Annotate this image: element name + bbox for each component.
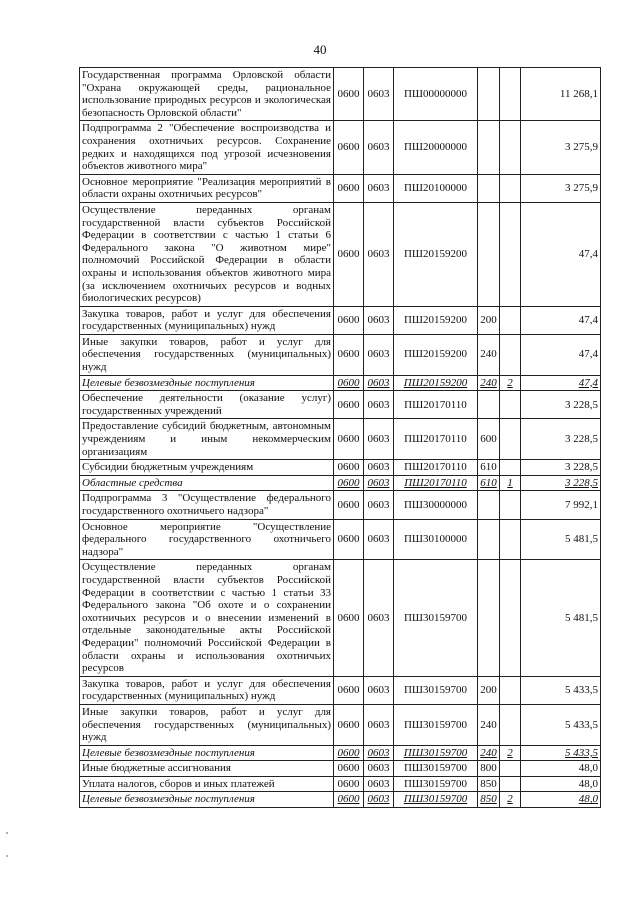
section-code-cell: 0600 bbox=[334, 704, 364, 745]
subsection-code-cell: 0603 bbox=[364, 174, 394, 202]
row-name-cell: Основное мероприятие "Реализация мероприятий в области охраны охотничьих ресурсов" bbox=[80, 174, 334, 202]
expense-type-cell: 200 bbox=[478, 306, 500, 334]
row-name-cell: Обеспечение деятельности (оказание услуг) государственных учреждений bbox=[80, 391, 334, 419]
target-article-cell: ПШ30100000 bbox=[394, 519, 478, 560]
subsection-code-cell: 0603 bbox=[364, 68, 394, 121]
section-code-cell: 0600 bbox=[334, 491, 364, 519]
table-row bbox=[80, 419, 601, 460]
expense-type-cell bbox=[478, 174, 500, 202]
section-code-cell: 0600 bbox=[334, 745, 364, 761]
funding-source-cell bbox=[500, 776, 521, 792]
funding-source-cell bbox=[500, 676, 521, 704]
target-article-cell: ПШ30159700 bbox=[394, 792, 478, 808]
funding-source-cell: 1 bbox=[500, 475, 521, 491]
expense-type-cell bbox=[478, 491, 500, 519]
table-row bbox=[80, 306, 601, 334]
target-article-cell: ПШ30159700 bbox=[394, 745, 478, 761]
amount-cell: 3 228,5 bbox=[521, 460, 601, 476]
amount-cell: 47,4 bbox=[521, 202, 601, 306]
scan-speck bbox=[6, 855, 8, 857]
expense-type-cell: 240 bbox=[478, 375, 500, 391]
expense-type-cell: 850 bbox=[478, 792, 500, 808]
table-row bbox=[80, 121, 601, 174]
section-code-cell: 0600 bbox=[334, 202, 364, 306]
subsection-code-cell: 0603 bbox=[364, 704, 394, 745]
amount-cell: 47,4 bbox=[521, 334, 601, 375]
section-code-cell: 0600 bbox=[334, 676, 364, 704]
funding-source-cell bbox=[500, 460, 521, 476]
funding-source-cell bbox=[500, 202, 521, 306]
target-article-cell: ПШ30000000 bbox=[394, 491, 478, 519]
funding-source-cell bbox=[500, 334, 521, 375]
section-code-cell: 0600 bbox=[334, 475, 364, 491]
row-name-cell: Иные закупки товаров, работ и услуг для обеспечения государственных (муниципальных) нужд bbox=[80, 334, 334, 375]
section-code-cell: 0600 bbox=[334, 761, 364, 777]
expense-type-cell bbox=[478, 121, 500, 174]
row-name-cell: Основное мероприятие "Осуществление федерального государственного охотничьего надзора" bbox=[80, 519, 334, 560]
target-article-cell: ПШ30159700 bbox=[394, 704, 478, 745]
funding-source-cell bbox=[500, 121, 521, 174]
expense-type-cell: 800 bbox=[478, 761, 500, 777]
subsection-code-cell: 0603 bbox=[364, 560, 394, 676]
amount-cell: 11 268,1 bbox=[521, 68, 601, 121]
amount-cell: 3 275,9 bbox=[521, 174, 601, 202]
amount-cell: 3 228,5 bbox=[521, 419, 601, 460]
target-article-cell: ПШ20170110 bbox=[394, 460, 478, 476]
funding-source-cell bbox=[500, 519, 521, 560]
row-name-cell: Осуществление переданных органам государственной власти субъектов Российской Федерации в соответствии с частью 1 статьи 33 Федерального закона "Об охоте и о сохранении охотничьих ресурсов и о внесении изменений в отдельные законодательные акты Российской Федерации" полномочий Российской Федерации в области охраны и использования охотничьих ресурсов bbox=[80, 560, 334, 676]
section-code-cell: 0600 bbox=[334, 375, 364, 391]
table-row bbox=[80, 704, 601, 745]
amount-cell: 48,0 bbox=[521, 761, 601, 777]
table-row bbox=[80, 174, 601, 202]
subsection-code-cell: 0603 bbox=[364, 475, 394, 491]
amount-cell: 5 481,5 bbox=[521, 560, 601, 676]
table-row bbox=[80, 68, 601, 121]
row-name-cell: Государственная программа Орловской области "Охрана окружающей среды, рациональное использование природных ресурсов и экологическая безопасность Орловской области" bbox=[80, 68, 334, 121]
section-code-cell: 0600 bbox=[334, 306, 364, 334]
funding-source-cell: 2 bbox=[500, 745, 521, 761]
target-article-cell: ПШ30159700 bbox=[394, 761, 478, 777]
amount-cell: 5 433,5 bbox=[521, 676, 601, 704]
budget-table bbox=[79, 67, 601, 808]
expense-type-cell: 240 bbox=[478, 334, 500, 375]
subsection-code-cell: 0603 bbox=[364, 419, 394, 460]
expense-type-cell: 240 bbox=[478, 745, 500, 761]
target-article-cell: ПШ30159700 bbox=[394, 560, 478, 676]
subsection-code-cell: 0603 bbox=[364, 761, 394, 777]
section-code-cell: 0600 bbox=[334, 460, 364, 476]
table-row bbox=[80, 676, 601, 704]
row-name-cell: Иные бюджетные ассигнования bbox=[80, 761, 334, 777]
section-code-cell: 0600 bbox=[334, 792, 364, 808]
subsection-code-cell: 0603 bbox=[364, 792, 394, 808]
subsection-code-cell: 0603 bbox=[364, 491, 394, 519]
section-code-cell: 0600 bbox=[334, 776, 364, 792]
row-name-cell: Подпрограмма 2 "Обеспечение воспроизводства и сохранения охотничьих ресурсов. Сохранение редких и находящихся под угрозой исчезновения объектов животного мира" bbox=[80, 121, 334, 174]
table-row bbox=[80, 334, 601, 375]
subsection-code-cell: 0603 bbox=[364, 745, 394, 761]
expense-type-cell: 610 bbox=[478, 475, 500, 491]
table-row bbox=[80, 761, 601, 777]
section-code-cell: 0600 bbox=[334, 419, 364, 460]
funding-source-cell bbox=[500, 174, 521, 202]
target-article-cell: ПШ20159200 bbox=[394, 202, 478, 306]
row-name-cell: Целевые безвозмездные поступления bbox=[80, 375, 334, 391]
funding-source-cell bbox=[500, 391, 521, 419]
row-name-cell: Субсидии бюджетным учреждениям bbox=[80, 460, 334, 476]
amount-cell: 47,4 bbox=[521, 306, 601, 334]
expense-type-cell bbox=[478, 519, 500, 560]
amount-cell: 48,0 bbox=[521, 776, 601, 792]
table-row bbox=[80, 202, 601, 306]
row-name-cell: Подпрограмма 3 "Осуществление федерального государственного охотничьего надзора" bbox=[80, 491, 334, 519]
section-code-cell: 0600 bbox=[334, 519, 364, 560]
funding-source-cell bbox=[500, 560, 521, 676]
subsection-code-cell: 0603 bbox=[364, 334, 394, 375]
funding-source-cell bbox=[500, 704, 521, 745]
row-name-cell: Иные закупки товаров, работ и услуг для обеспечения государственных (муниципальных) нужд bbox=[80, 704, 334, 745]
amount-cell: 47,4 bbox=[521, 375, 601, 391]
expense-type-cell: 610 bbox=[478, 460, 500, 476]
budget-table-body bbox=[80, 68, 601, 808]
page-number: 40 bbox=[313, 42, 327, 57]
table-row bbox=[80, 460, 601, 476]
amount-cell: 3 228,5 bbox=[521, 475, 601, 491]
row-name-cell: Закупка товаров, работ и услуг для обеспечения государственных (муниципальных) нужд bbox=[80, 676, 334, 704]
amount-cell: 5 433,5 bbox=[521, 745, 601, 761]
table-row bbox=[80, 375, 601, 391]
table-row bbox=[80, 745, 601, 761]
target-article-cell: ПШ20000000 bbox=[394, 121, 478, 174]
subsection-code-cell: 0603 bbox=[364, 306, 394, 334]
expense-type-cell bbox=[478, 391, 500, 419]
table-row bbox=[80, 776, 601, 792]
section-code-cell: 0600 bbox=[334, 68, 364, 121]
row-name-cell: Целевые безвозмездные поступления bbox=[80, 792, 334, 808]
amount-cell: 3 228,5 bbox=[521, 391, 601, 419]
amount-cell: 48,0 bbox=[521, 792, 601, 808]
table-row bbox=[80, 475, 601, 491]
table-row bbox=[80, 560, 601, 676]
row-name-cell: Целевые безвозмездные поступления bbox=[80, 745, 334, 761]
section-code-cell: 0600 bbox=[334, 391, 364, 419]
row-name-cell: Уплата налогов, сборов и иных платежей bbox=[80, 776, 334, 792]
amount-cell: 7 992,1 bbox=[521, 491, 601, 519]
expense-type-cell: 240 bbox=[478, 704, 500, 745]
subsection-code-cell: 0603 bbox=[364, 776, 394, 792]
amount-cell: 3 275,9 bbox=[521, 121, 601, 174]
target-article-cell: ПШ30159700 bbox=[394, 776, 478, 792]
section-code-cell: 0600 bbox=[334, 334, 364, 375]
table-row bbox=[80, 519, 601, 560]
target-article-cell: ПШ20159200 bbox=[394, 375, 478, 391]
subsection-code-cell: 0603 bbox=[364, 676, 394, 704]
expense-type-cell: 850 bbox=[478, 776, 500, 792]
section-code-cell: 0600 bbox=[334, 121, 364, 174]
funding-source-cell bbox=[500, 306, 521, 334]
table-row bbox=[80, 792, 601, 808]
funding-source-cell bbox=[500, 419, 521, 460]
row-name-cell: Областные средства bbox=[80, 475, 334, 491]
funding-source-cell bbox=[500, 68, 521, 121]
expense-type-cell bbox=[478, 560, 500, 676]
target-article-cell: ПШ30159700 bbox=[394, 676, 478, 704]
subsection-code-cell: 0603 bbox=[364, 202, 394, 306]
expense-type-cell: 200 bbox=[478, 676, 500, 704]
target-article-cell: ПШ20170110 bbox=[394, 475, 478, 491]
expense-type-cell: 600 bbox=[478, 419, 500, 460]
expense-type-cell bbox=[478, 68, 500, 121]
section-code-cell: 0600 bbox=[334, 174, 364, 202]
target-article-cell: ПШ20170110 bbox=[394, 419, 478, 460]
scan-speck bbox=[6, 832, 8, 834]
subsection-code-cell: 0603 bbox=[364, 375, 394, 391]
target-article-cell: ПШ20100000 bbox=[394, 174, 478, 202]
expense-type-cell bbox=[478, 202, 500, 306]
row-name-cell: Закупка товаров, работ и услуг для обеспечения государственных (муниципальных) нужд bbox=[80, 306, 334, 334]
target-article-cell: ПШ20170110 bbox=[394, 391, 478, 419]
target-article-cell: ПШ00000000 bbox=[394, 68, 478, 121]
funding-source-cell bbox=[500, 761, 521, 777]
row-name-cell: Осуществление переданных органам государственной власти субъектов Российской Федерации в соответствии с частью 1 статьи 6 Федерального закона "О животном мире" полномочий Российской Федерации в области охраны и использования объектов животного мира (за исключением охотничьих ресурсов и водных биологических ресурсов) bbox=[80, 202, 334, 306]
subsection-code-cell: 0603 bbox=[364, 460, 394, 476]
target-article-cell: ПШ20159200 bbox=[394, 334, 478, 375]
subsection-code-cell: 0603 bbox=[364, 391, 394, 419]
table-row bbox=[80, 391, 601, 419]
table-row bbox=[80, 491, 601, 519]
subsection-code-cell: 0603 bbox=[364, 519, 394, 560]
target-article-cell: ПШ20159200 bbox=[394, 306, 478, 334]
funding-source-cell: 2 bbox=[500, 792, 521, 808]
funding-source-cell: 2 bbox=[500, 375, 521, 391]
amount-cell: 5 481,5 bbox=[521, 519, 601, 560]
subsection-code-cell: 0603 bbox=[364, 121, 394, 174]
row-name-cell: Предоставление субсидий бюджетным, автономным учреждениям и иным некоммерческим организациям bbox=[80, 419, 334, 460]
funding-source-cell bbox=[500, 491, 521, 519]
amount-cell: 5 433,5 bbox=[521, 704, 601, 745]
section-code-cell: 0600 bbox=[334, 560, 364, 676]
